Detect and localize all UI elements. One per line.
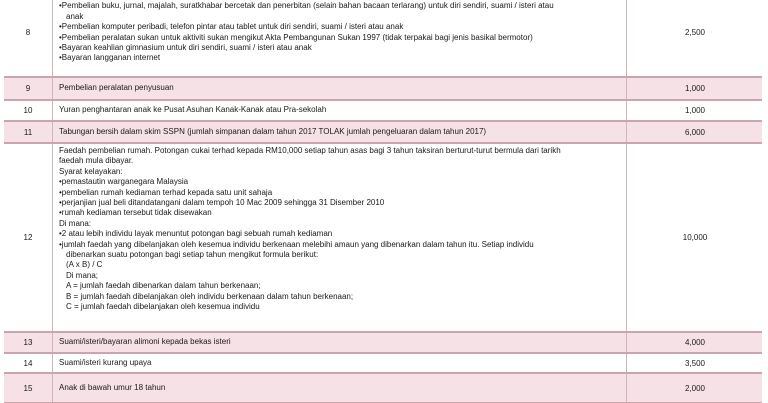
table-row [4,373,762,403]
relief-amount: 6,000 [626,122,763,142]
table-row [4,77,762,100]
description-line: Di mana; [66,270,99,280]
description-line: •Pembelian peralatan sukan untuk aktiviti sukan mengikut Akta Pembangunan Sukan 1997 (tidak terpakai bagi jenis basikal bermotor) [59,32,533,42]
description-line: faedah mula dibayar. [59,156,134,166]
table-row [4,0,762,77]
relief-amount: 2,500 [626,0,763,76]
row-number: 10 [4,101,53,120]
relief-amount: 3,500 [626,354,763,372]
relief-description [59,0,619,76]
row-number: 15 [4,374,53,402]
row-number: 14 [4,354,53,372]
description-line: Pembelian peralatan penyusuan [59,83,174,93]
description-line: •perjanjian jual beli ditandatangani dalam tempoh 10 Mac 2009 sehingga 31 Disember 2010 [59,198,385,208]
description-line: •Bayaran langganan internet [59,53,161,63]
relief-amount: 2,000 [626,374,763,402]
relief-description [59,374,619,402]
table-row [4,353,762,373]
description-line: •jumlah faedah yang dibelanjakan oleh kesemua individu berkenaan melebihi amaun yang dibenarkan dalam tahun itu. Setiap individu [59,239,534,249]
description-line: •pemastautin warganegara Malaysia [59,177,189,187]
row-number: 9 [4,78,53,99]
table-row [4,100,762,121]
description-line: anak [66,11,84,21]
relief-description [59,333,619,352]
row-number: 12 [4,144,53,331]
description-line: (A x B) / C [66,260,103,270]
relief-description [59,101,619,120]
relief-amount: 4,000 [626,333,763,352]
row-number: 13 [4,333,53,352]
description-line: Tabungan bersih dalam skim SSPN (jumlah simpanan dalam tahun 2017 TOLAK jumlah pengeluaran dalam tahun 2017) [59,126,487,136]
description-line: Faedah pembelian rumah. Potongan cukai terhad kepada RM10,000 setiap tahun asas bagi 3 tahun taksiran berturut-turut bermula dari tarikh [59,146,561,155]
row-number: 11 [4,122,53,142]
relief-amount: 1,000 [626,101,763,120]
row-number: 8 [4,0,53,76]
description-line: Suami/isteri/bayaran alimoni kepada bekas isteri [59,337,231,347]
table-row [4,121,762,143]
description-line: dibenarkan suatu potongan bagi setiap tahun mengikut formula berikut: [66,250,319,260]
relief-description [59,354,619,372]
description-line: •rumah kediaman tersebut tidak disewakan [59,208,212,218]
relief-amount: 10,000 [626,144,763,331]
table-row [4,332,762,353]
relief-description [59,144,619,331]
description-line: Suami/isteri kurang upaya [59,357,152,367]
description-line: Di mana: [59,218,92,228]
description-line: •pembelian rumah kediaman terhad kepada satu unit sahaja [59,187,273,197]
table-row [4,143,762,332]
description-line: •Bayaran keahlian gimnasium untuk diri sendiri, suami / isteri atau anak [59,43,312,53]
relief-description [59,122,619,142]
description-line: Yuran penghantaran anak ke Pusat Asuhan Kanak-Kanak atau Pra-sekolah [59,105,327,115]
relief-description [59,78,619,99]
description-line: C = jumlah faedah dibelanjakan oleh kesemua individu [66,302,260,312]
description-line: B = jumlah faedah dibelanjakan oleh individu berkenaan dalam tahun berkenaan; [66,291,354,301]
relief-amount: 1,000 [626,78,763,99]
description-line: A = jumlah faedah dibenarkan dalam tahun berkenaan; [66,281,261,291]
description-line: Syarat kelayakan: [59,166,123,176]
description-line: •2 atau lebih individu layak menuntut potongan bagi sebuah rumah kediaman [59,229,333,239]
description-line: •Pembelian komputer peribadi, telefon pintar atau tablet untuk diri sendiri, suami / isteri atau anak [59,22,404,32]
description-line: Anak di bawah umur 18 tahun [59,382,166,392]
description-line: •Pembelian buku, jurnal, majalah, suratkhabar bercetak dan penerbitan (selain bahan bacaan terlarang) untuk diri sendiri, suami / isteri atau [59,1,554,11]
